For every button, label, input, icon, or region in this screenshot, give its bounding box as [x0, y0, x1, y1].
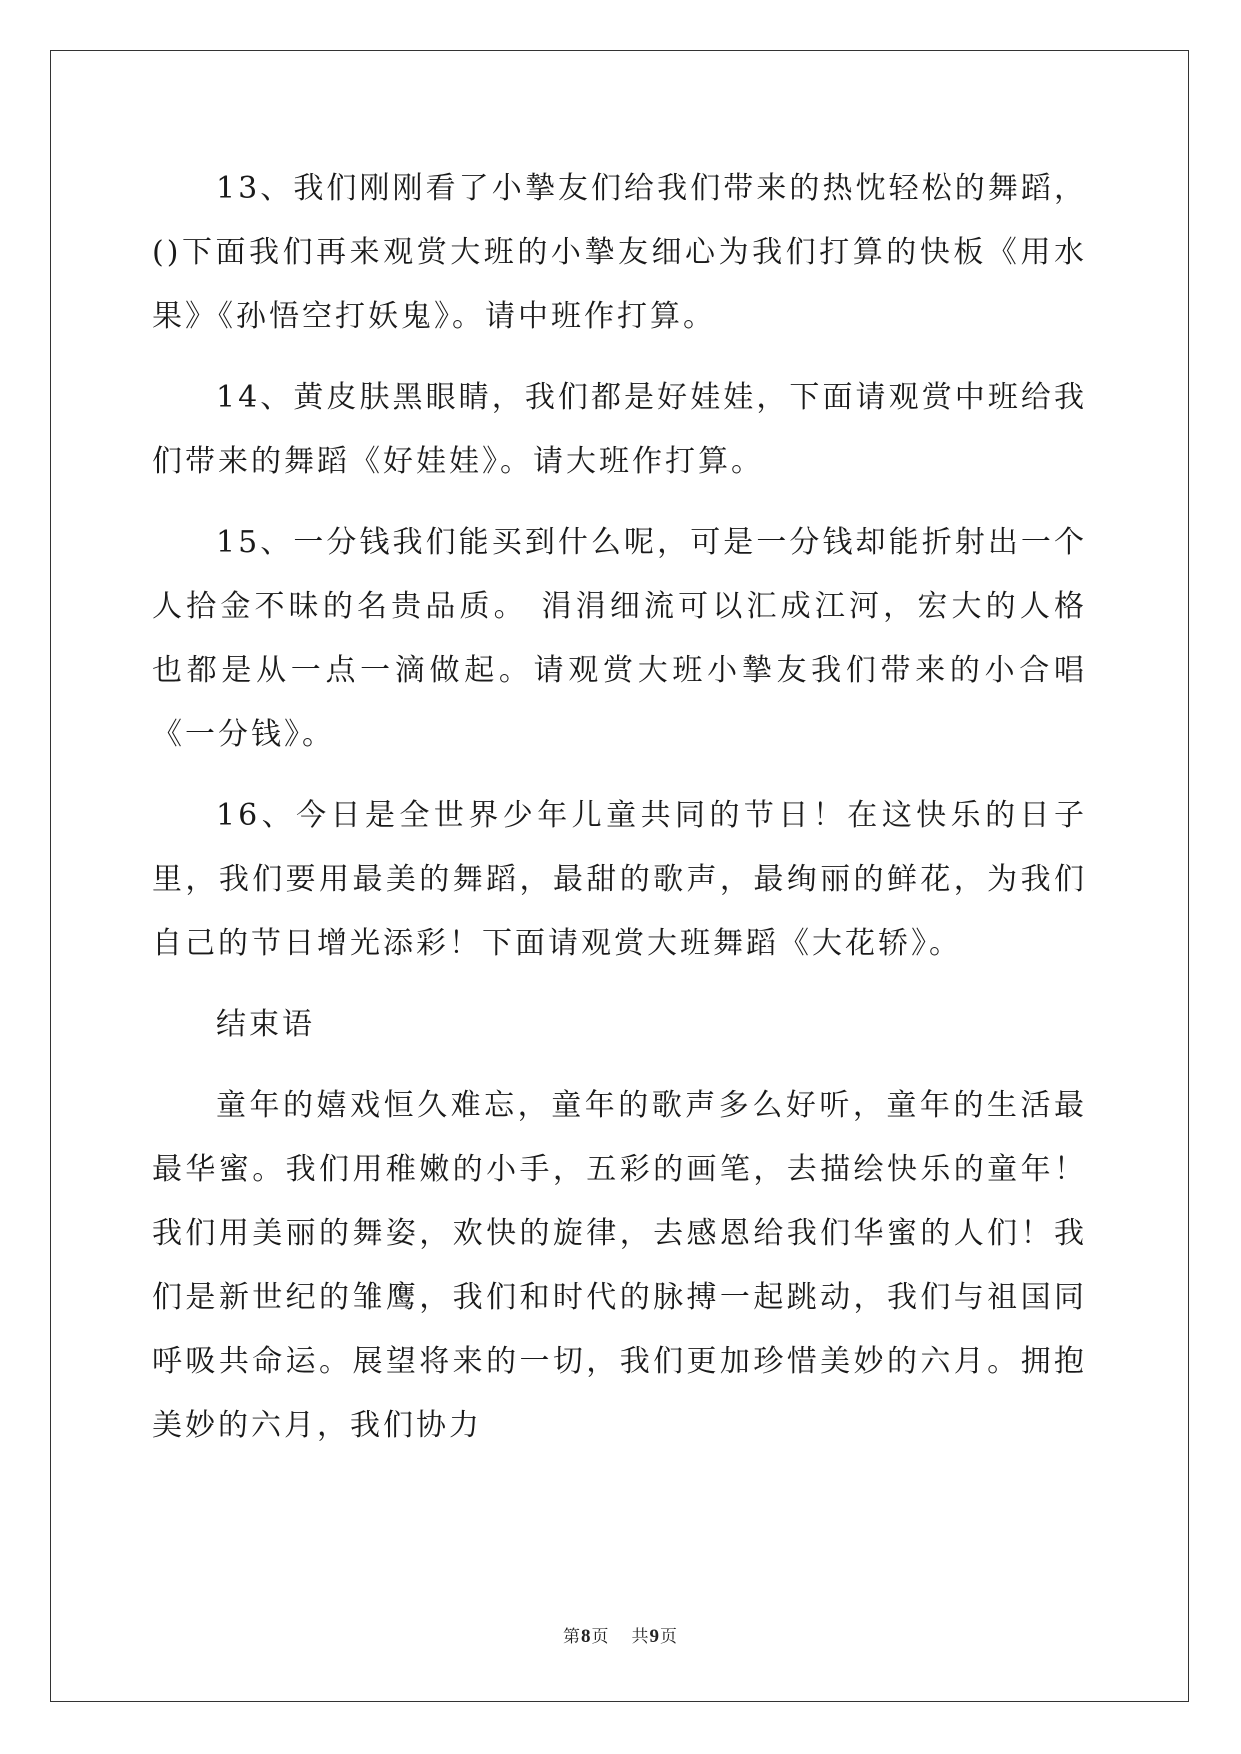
- closing-paragraph: 童年的嬉戏恒久难忘，童年的歌声多么好听，童年的生活最最华蜜。我们用稚嫩的小手，五彩的画笔，去描绘快乐的童年！我们用美丽的舞姿，欢快的旋律，去感恩给我们华蜜的人们！我们是新世纪的雏鹰，我们和时代的脉搏一起跳动，我们与祖国同呼吸共命运。展望将来的一切，我们更加珍惜美妙的六月。拥抱美妙的六月，我们协力: [152, 1088, 1087, 1443]
- page-suffix: 页: [591, 1627, 610, 1647]
- document-body: [152, 157, 1087, 1458]
- paragraph-13: 13、我们刚刚看了小摯友们给我们带来的热忱轻松的舞蹈，()下面我们再来观赏大班的小摯友细心为我们打算的快板《用水果》《孙悟空打妖鬼》。请中班作打算。: [152, 171, 1087, 334]
- page-number: 8: [581, 1626, 592, 1647]
- total-prefix: 共: [631, 1627, 650, 1647]
- paragraph-15: 15、一分钱我们能买到什么呢，可是一分钱却能折射出一个人拾金不昧的名贵品质。 涓涓细流可以汇成江河，宏大的人格也都是从一点一滴做起。请观赏大班小摯友我们带来的小合唱《一分钱》。: [152, 525, 1087, 752]
- total-suffix: 页: [660, 1627, 678, 1647]
- page-prefix: 第: [563, 1627, 581, 1647]
- section-heading: 结束语: [216, 1007, 315, 1042]
- paragraph-14: 14、黄皮肤黑眼睛，我们都是好娃娃，下面请观赏中班给我们带来的舞蹈《好娃娃》。请大班作打算。: [152, 380, 1087, 479]
- page-footer: [0, 1622, 1241, 1648]
- paragraph-16: 16、今日是全世界少年儿童共同的节日！在这快乐的日子里，我们要用最美的舞蹈，最甜的歌声，最绚丽的鲜花，为我们自己的节日增光添彩！下面请观赏大班舞蹈《大花轿》。: [152, 798, 1087, 961]
- total-pages: 9: [649, 1626, 660, 1647]
